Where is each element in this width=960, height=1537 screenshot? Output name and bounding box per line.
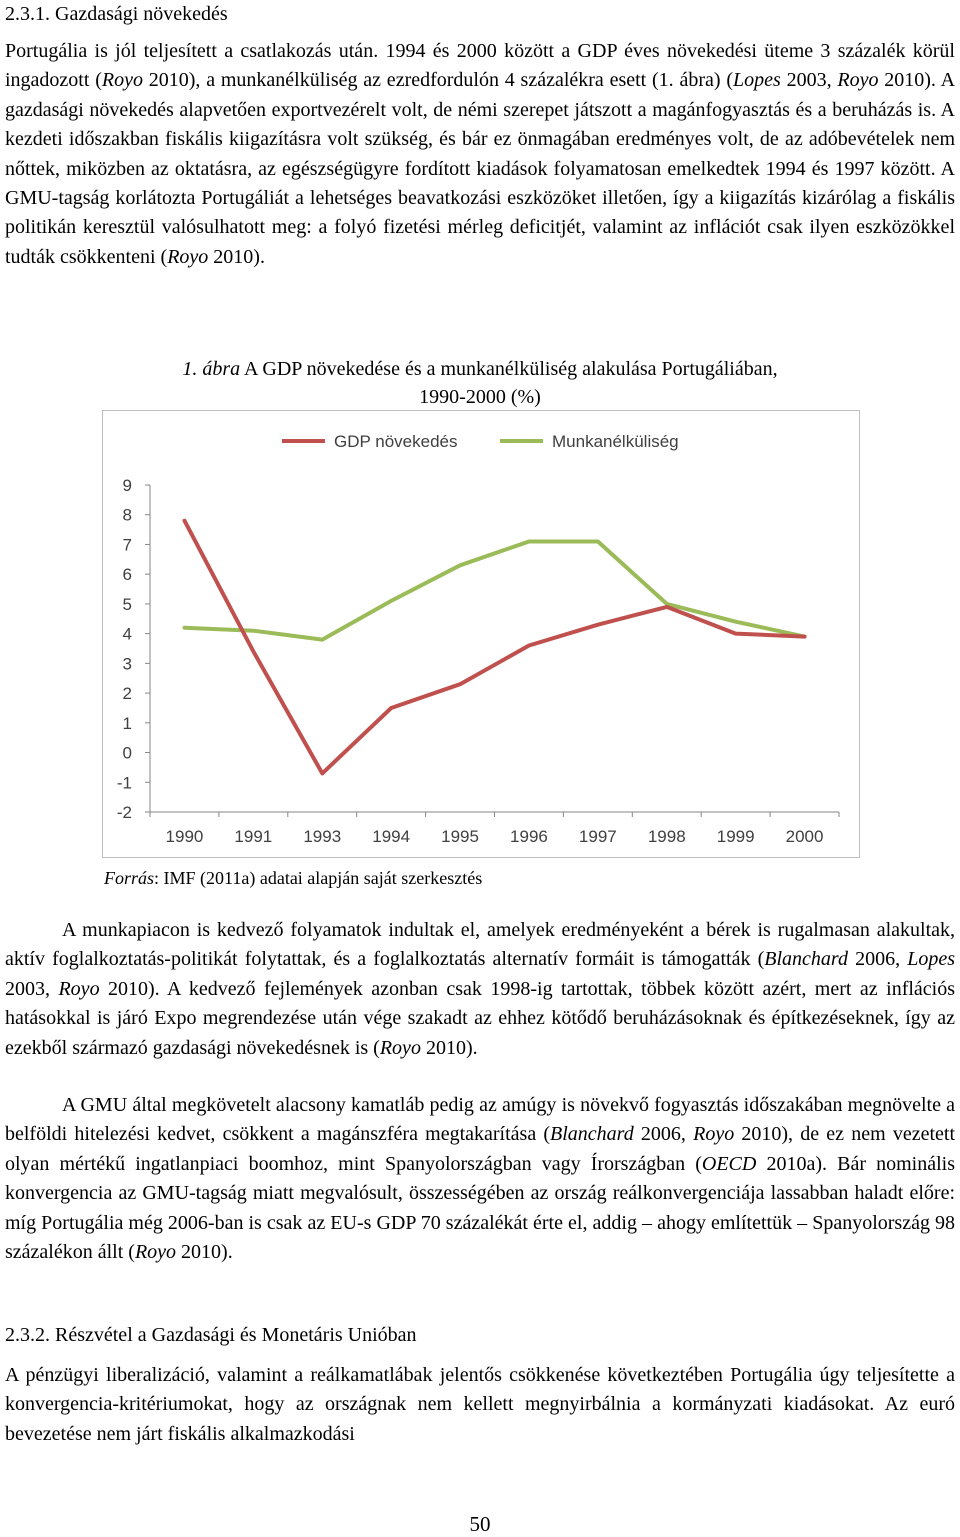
data-point (734, 632, 737, 635)
y-tick-label: 3 (122, 654, 132, 674)
text-run: A GMU által megkövetelt alacsony kamatláb pedig az amúgy is növekvő fogyasztás időszakában megnövelte a belföldi hitelezési kedvet, csökkent a magánszféra megtakarítása ( (5, 1094, 955, 1146)
text-run: 2003, (780, 69, 838, 92)
citation-author: Royo (58, 977, 100, 1000)
x-tick-label: 1995 (441, 827, 479, 846)
data-point (459, 564, 462, 567)
data-point (665, 605, 668, 608)
x-tick-label: 2000 (785, 827, 824, 846)
citation-author: Royo (167, 245, 209, 268)
citation-author: Blanchard (764, 948, 848, 971)
citation-author: Royo (693, 1123, 735, 1146)
text-run: 2003, (5, 977, 59, 1000)
source-text: : IMF (2011a) adatai alapján saját szerkesztés (154, 868, 483, 888)
figure-caption-line2: 1990-2000 (%) (419, 386, 541, 408)
y-tick-label: 9 (122, 476, 132, 495)
text-run: 2010), a munkanélküliség az ezredfordulón 4 százalékra esett (1. ábra) ( (142, 69, 733, 92)
data-point (527, 644, 530, 647)
figure-caption-text: A GDP növekedése és a munkanélküliség alakulása Portugáliában, (240, 358, 778, 380)
y-tick-label: 8 (122, 505, 132, 525)
paragraph (5, 1091, 955, 1267)
data-point (527, 540, 530, 543)
citation-author: Lopes (732, 69, 781, 92)
data-point (390, 706, 393, 709)
legend-label: GDP növekedés (334, 432, 458, 451)
data-point (183, 519, 186, 522)
text-run: 2010). (420, 1036, 478, 1059)
y-tick-label: -1 (116, 773, 132, 793)
y-tick-label: 2 (122, 684, 132, 704)
text-run: 2010), de ez nem vezetett olyan mértékű ingatlanpiaci boomhoz, mint Spanyolországban vagy Írországban ( (5, 1123, 956, 1175)
page-number: 50 (469, 1512, 491, 1536)
source-label: Forrás (104, 868, 155, 888)
data-point (596, 623, 599, 626)
data-point (252, 650, 255, 653)
data-point (459, 683, 462, 686)
data-point (734, 620, 737, 623)
data-point (252, 629, 255, 632)
x-tick-label: 1990 (165, 827, 204, 846)
text-run: A munkapiacon is kedvező folyamatok indultak el, amelyek eredményeként a bérek is rugalmasan alakultak, aktív foglalkoztatás-politikát folytattak, és a foglalkoztatás alternatív formáit is támogatták ( (5, 919, 955, 971)
data-point (390, 599, 393, 602)
y-tick-label: 0 (122, 743, 132, 763)
figure-number: 1. ábra (182, 358, 241, 380)
citation-author: Royo (134, 1241, 177, 1264)
y-tick-label: 7 (122, 535, 132, 555)
paragraph (5, 916, 955, 1063)
x-tick-label: 1996 (510, 827, 548, 846)
y-tick-label: 1 (122, 713, 132, 733)
section-heading: 2.3.2. Részvétel a Gazdasági és Monetáris Unióban (5, 1324, 417, 1346)
x-tick-label: 1997 (578, 827, 617, 846)
y-tick-label: 4 (122, 624, 132, 644)
citation-author: Lopes (907, 948, 955, 971)
y-tick-label: 6 (122, 565, 132, 585)
citation-author: Royo (837, 69, 879, 92)
line-chart (102, 410, 860, 858)
text-run: 2010). (176, 1241, 233, 1264)
text-run: 2006, (847, 948, 908, 971)
figure-source (104, 866, 482, 890)
data-point (803, 635, 806, 638)
x-tick-label: 1994 (372, 827, 411, 846)
data-point (321, 772, 324, 775)
y-tick-label: -2 (116, 803, 132, 822)
text-run: 2010). (208, 245, 265, 268)
text-run: 2006, (633, 1123, 694, 1146)
x-tick-label: 1991 (234, 827, 273, 846)
x-tick-label: 1998 (647, 827, 686, 846)
data-point (183, 626, 186, 629)
paragraph (5, 37, 955, 272)
citation-author: OECD (701, 1152, 757, 1175)
text-run: 2010a). Bár nominális konvergencia az GMU-tagság miatt megvalósult, összességében az ország reálkonvergenciája lassabban haladt előre: míg Portugália még 2006-ban is csak az EU-s GDP 70 százalékát érte el, addig – ahogy említettük – Spanyolország 98 százalékon állt ( (5, 1152, 955, 1264)
citation-author: Blanchard (550, 1123, 634, 1146)
figure-caption (0, 355, 960, 383)
text-run: A pénzügyi liberalizáció, valamint a reálkamatlábak jelentős csökkenése következtében Portugália úgy teljesítette a konvergencia-kritériumokat, hogy az országnak nem kellett megnyirbálnia a kormányzati kiadásokat. Az euró bevezetése nem járt fiskális alkalmazkodási (5, 1364, 955, 1445)
data-point (596, 540, 599, 543)
paragraph (5, 1361, 955, 1449)
legend-label: Munkanélküliség (552, 432, 679, 451)
text-run: Portugália is jól teljesített a csatlakozás után. 1994 és 2000 között a GDP éves növekedési üteme 3 százalék körül ingadozott ( (5, 40, 955, 92)
section-heading: 2.3.1. Gazdasági növekedés (5, 3, 228, 25)
citation-author: Royo (379, 1036, 421, 1059)
text-run: 2010). A gazdasági növekedés alapvetően exportvezérelt volt, de némi szerepet játszott a magánfogyasztás és a beruházás is. A kezdeti időszakban fiskális kiigazításra volt szükség, és bár ez önmagában eredményes volt, de az adóbevételek nem nőttek, miközben az oktatásra, az egészségügyre fordított kiadások folyamatosan emelkedtek 1994 és 1997 között. A GMU-tagság korlátozta Portugáliát a lehetséges beavatkozási eszközöket illetően, így a kiigazítás kizárólag a fiskális politikán keresztül valósulhatott meg: a folyó fizetési mérleg deficitjét, valamint az inflációt csak ilyen eszközökkel tudták csökkenteni ( (5, 69, 956, 268)
data-point (321, 638, 324, 641)
text-run: 2010). A kedvező fejlemények azonban csak 1998-ig tartottak, többek között azért, mert az inflációs hatásokkal is járó Expo megrendezése után vége szakadt az ehhez kötődő beruházásoknak és építkezéseknek, így az ezekből származó gazdasági növekedésnek is ( (5, 977, 956, 1059)
y-tick-label: 5 (122, 594, 132, 614)
x-tick-label: 1999 (716, 827, 755, 846)
x-tick-label: 1993 (303, 827, 342, 846)
citation-author: Royo (101, 69, 143, 92)
